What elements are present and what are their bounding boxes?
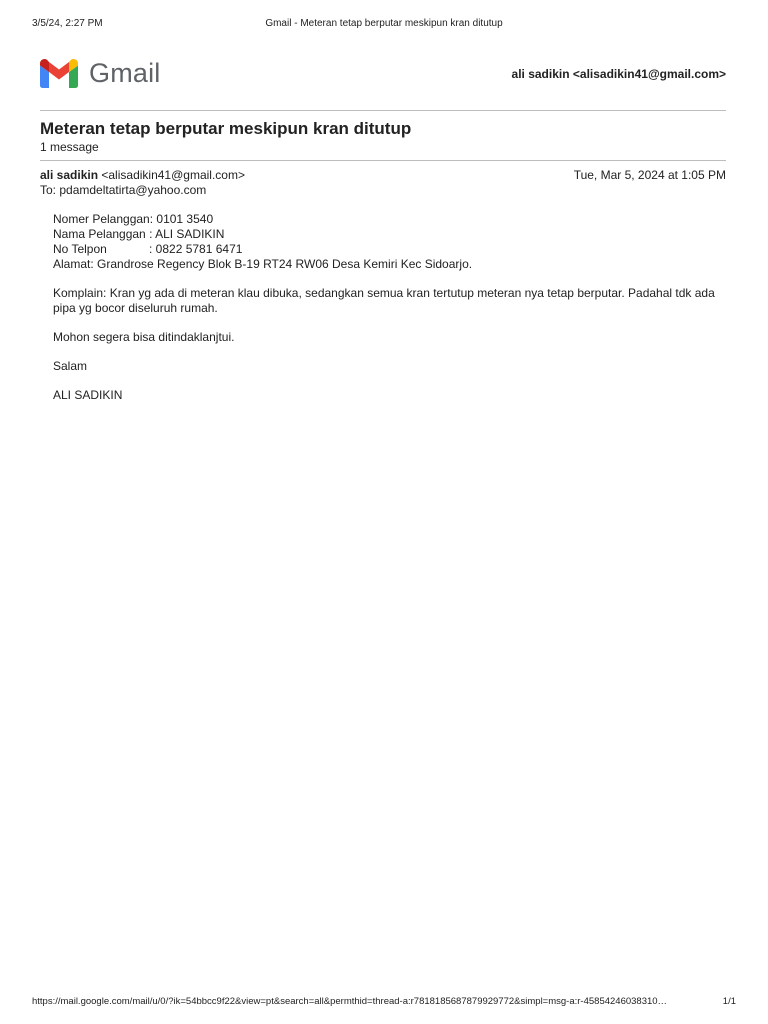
sender-name: ali sadikin — [40, 168, 99, 182]
message-date: Tue, Mar 5, 2024 at 1:05 PM — [573, 168, 726, 182]
message-count: 1 message — [40, 140, 99, 154]
print-date: 3/5/24, 2:27 PM — [32, 18, 103, 29]
thread-subject: Meteran tetap berputar meskipun kran ditutup — [40, 119, 412, 138]
gmail-wordmark: Gmail — [89, 57, 161, 88]
recipient: To: pdamdeltatirta@yahoo.com — [40, 183, 207, 197]
sender-email: <alisadikin41@gmail.com> — [101, 168, 245, 182]
address: Alamat: Grandrose Regency Blok B-19 RT24 RW06 Desa Kemiri Kec Sidoarjo. — [53, 257, 473, 271]
print-url: https://mail.google.com/mail/u/0/?ik=54bbcc9f22&view=pt&search=all&permthid=thread-a:r7818185687879929772&simpl=msg-a:r-45854246038310… — [32, 996, 668, 1007]
request: Mohon segera bisa ditindaklanjtui. — [53, 330, 235, 344]
gmail-logo — [40, 55, 161, 91]
customer-number: Nomer Pelanggan: 0101 3540 — [53, 212, 214, 226]
customer-name: Nama Pelanggan : ALI SADIKIN — [53, 227, 225, 241]
header-divider — [40, 110, 726, 111]
phone-label: No Telpon — [53, 242, 107, 256]
message-body — [53, 212, 733, 417]
brand-row — [40, 55, 726, 91]
page-number: 1/1 — [722, 996, 736, 1007]
print-header — [32, 18, 736, 32]
phone-value: : 0822 5781 6471 — [149, 242, 243, 256]
account-label: ali sadikin <alisadikin41@gmail.com> — [511, 67, 726, 81]
print-title: Gmail - Meteran tetap berputar meskipun kran ditutup — [265, 18, 503, 29]
greeting: Salam — [53, 359, 88, 373]
subject-divider — [40, 160, 726, 161]
complaint: Komplain: Kran yg ada di meteran klau dibuka, sedangkan semua kran tertutup meteran nya tetap berputar. Padahal tdk ada pipa yg bocor diseluruh rumah. — [53, 286, 715, 315]
phone-line — [53, 242, 733, 257]
gmail-m-icon — [40, 59, 78, 88]
signature: ALI SADIKIN — [53, 388, 123, 402]
message-header — [40, 168, 726, 182]
